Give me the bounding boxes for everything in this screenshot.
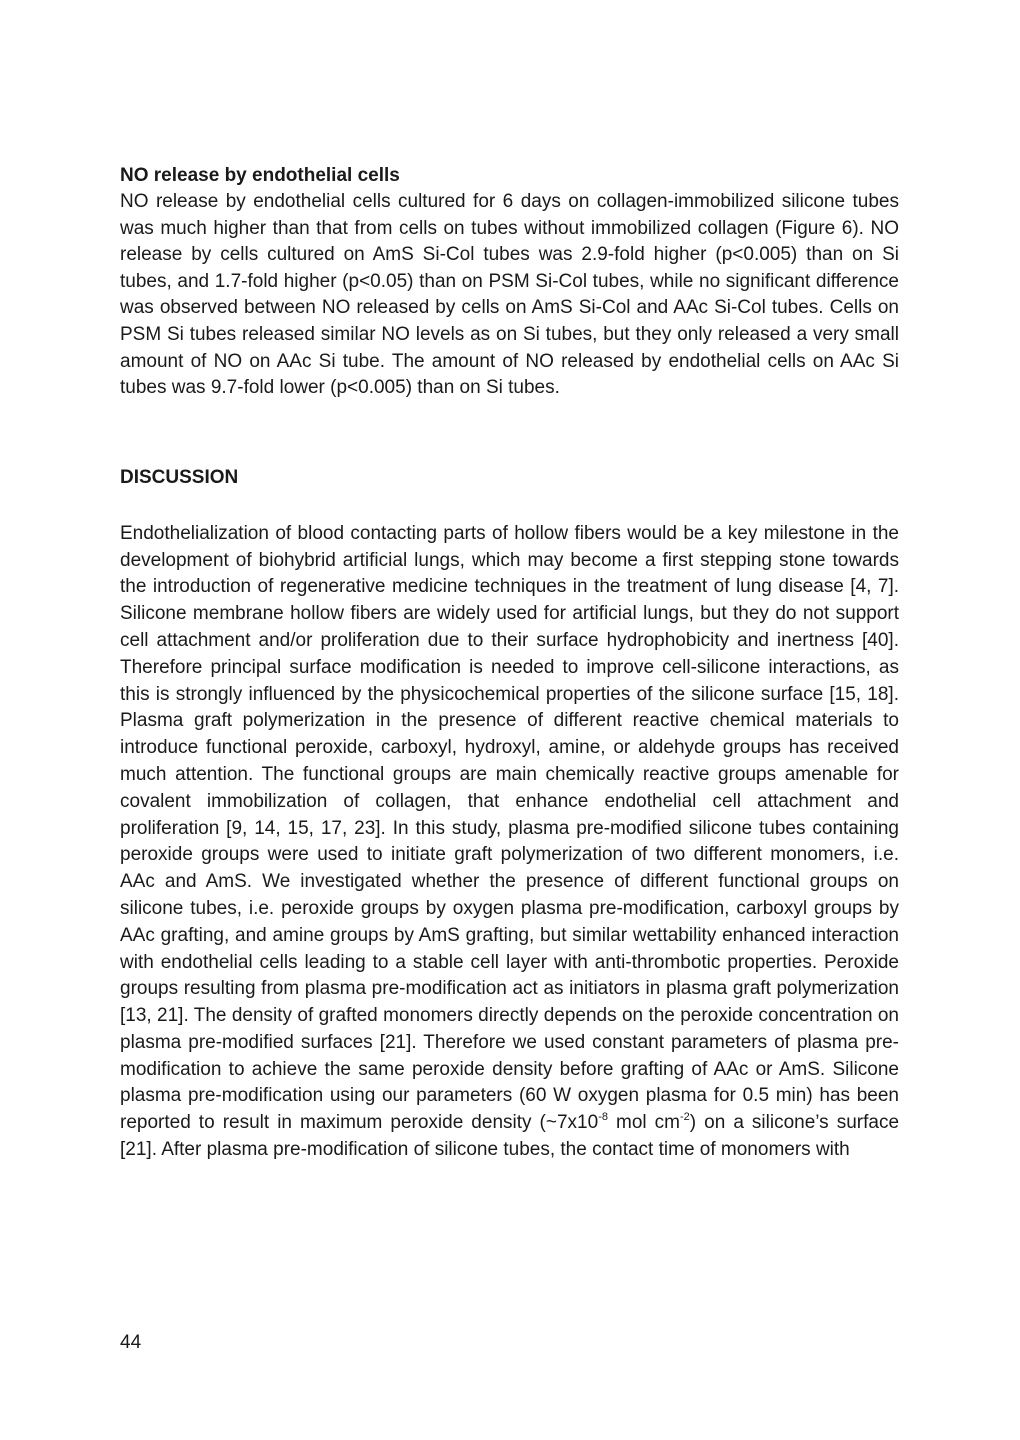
- discussion-text-part2: mol cm: [607, 1112, 680, 1134]
- paragraph-discussion: [120, 521, 899, 1164]
- paragraph-no-release: NO release by endothelial cells cultured for 6 days on collagen-immobilized silicone tubes was much higher than that from cells on tubes without immobilized collagen (Figure 6). NO release by cells cultured on AmS Si-Col tubes was 2.9-fold higher (p<0.005) than on Si tubes, and 1.7-fold higher (p<0.05) than on PSM Si-Col tubes, while no significant difference was observed between NO released by cells on AmS Si-Col and AAc Si-Col tubes. Cells on PSM Si tubes released similar NO levels as on Si tubes, but they only released a very small amount of NO on AAc Si tube. The amount of NO released by endothelial cells on AAc Si tubes was 9.7-fold lower (p<0.005) than on Si tubes.: [120, 191, 899, 399]
- section-heading-discussion: DISCUSSION: [120, 466, 239, 488]
- discussion-text-part1: Endothelialization of blood contacting parts of hollow fibers would be a key milestone in the development of biohybrid artificial lungs, which may become a first stepping stone towards the introduction of regenerative medicine techniques in the treatment of lung disease [4, 7]. Silicone membrane hollow fibers are widely used for artificial lungs, but they do not support cell attachment and/or proliferation due to their surface hydrophobicity and inertness [40]. Therefore principal surface modification is needed to improve cell-silicone interactions, as this is strongly influenced by the physicochemical properties of the silicone surface [15, 18]. Plasma graft polymerization in the presence of different reactive chemical materials to introduce functional peroxide, carboxyl, hydroxyl, amine, or aldehyde groups has received much attention. The functional groups are main chemically reactive groups amenable for covalent immobilization of collagen, that enhance endothelial cell attachment and proliferation [9, 14, 15, 17, 23]. In this study, plasma pre-modified silicone tubes containing peroxide groups were used to initiate graft polymerization of two different monomers, i.e. AAc and AmS. We investigated whether the presence of different functional groups on silicone tubes, i.e. peroxide groups by oxygen plasma pre-modification, carboxyl groups by AAc grafting, and amine groups by AmS grafting, but similar wettability enhanced interaction with endothelial cells leading to a stable cell layer with anti-thrombotic properties. Peroxide groups resulting from plasma pre-modification act as initiators in plasma graft polymerization [13, 21]. The density of grafted monomers directly depends on the peroxide concentration on plasma pre-modified surfaces [21]. Therefore we used constant parameters of plasma pre-modification to achieve the same peroxide density before grafting of AAc or AmS. Silicone plasma pre-modification using our parameters (60 W oxygen plasma for 0.5 min) has been reported to result in maximum peroxide density (~7x10: [120, 522, 899, 1134]
- exponent-2: -2: [680, 1111, 690, 1124]
- exponent-1: -8: [598, 1111, 608, 1124]
- discussion-text-part3: ) on a silicone’s surface [21]. After plasma pre-modification of silicone tubes, the contact time of monomers with: [120, 1112, 900, 1161]
- page-content: [120, 163, 899, 1164]
- page-number: 44: [120, 1332, 142, 1353]
- section-heading-no-release: NO release by endothelial cells: [120, 165, 400, 186]
